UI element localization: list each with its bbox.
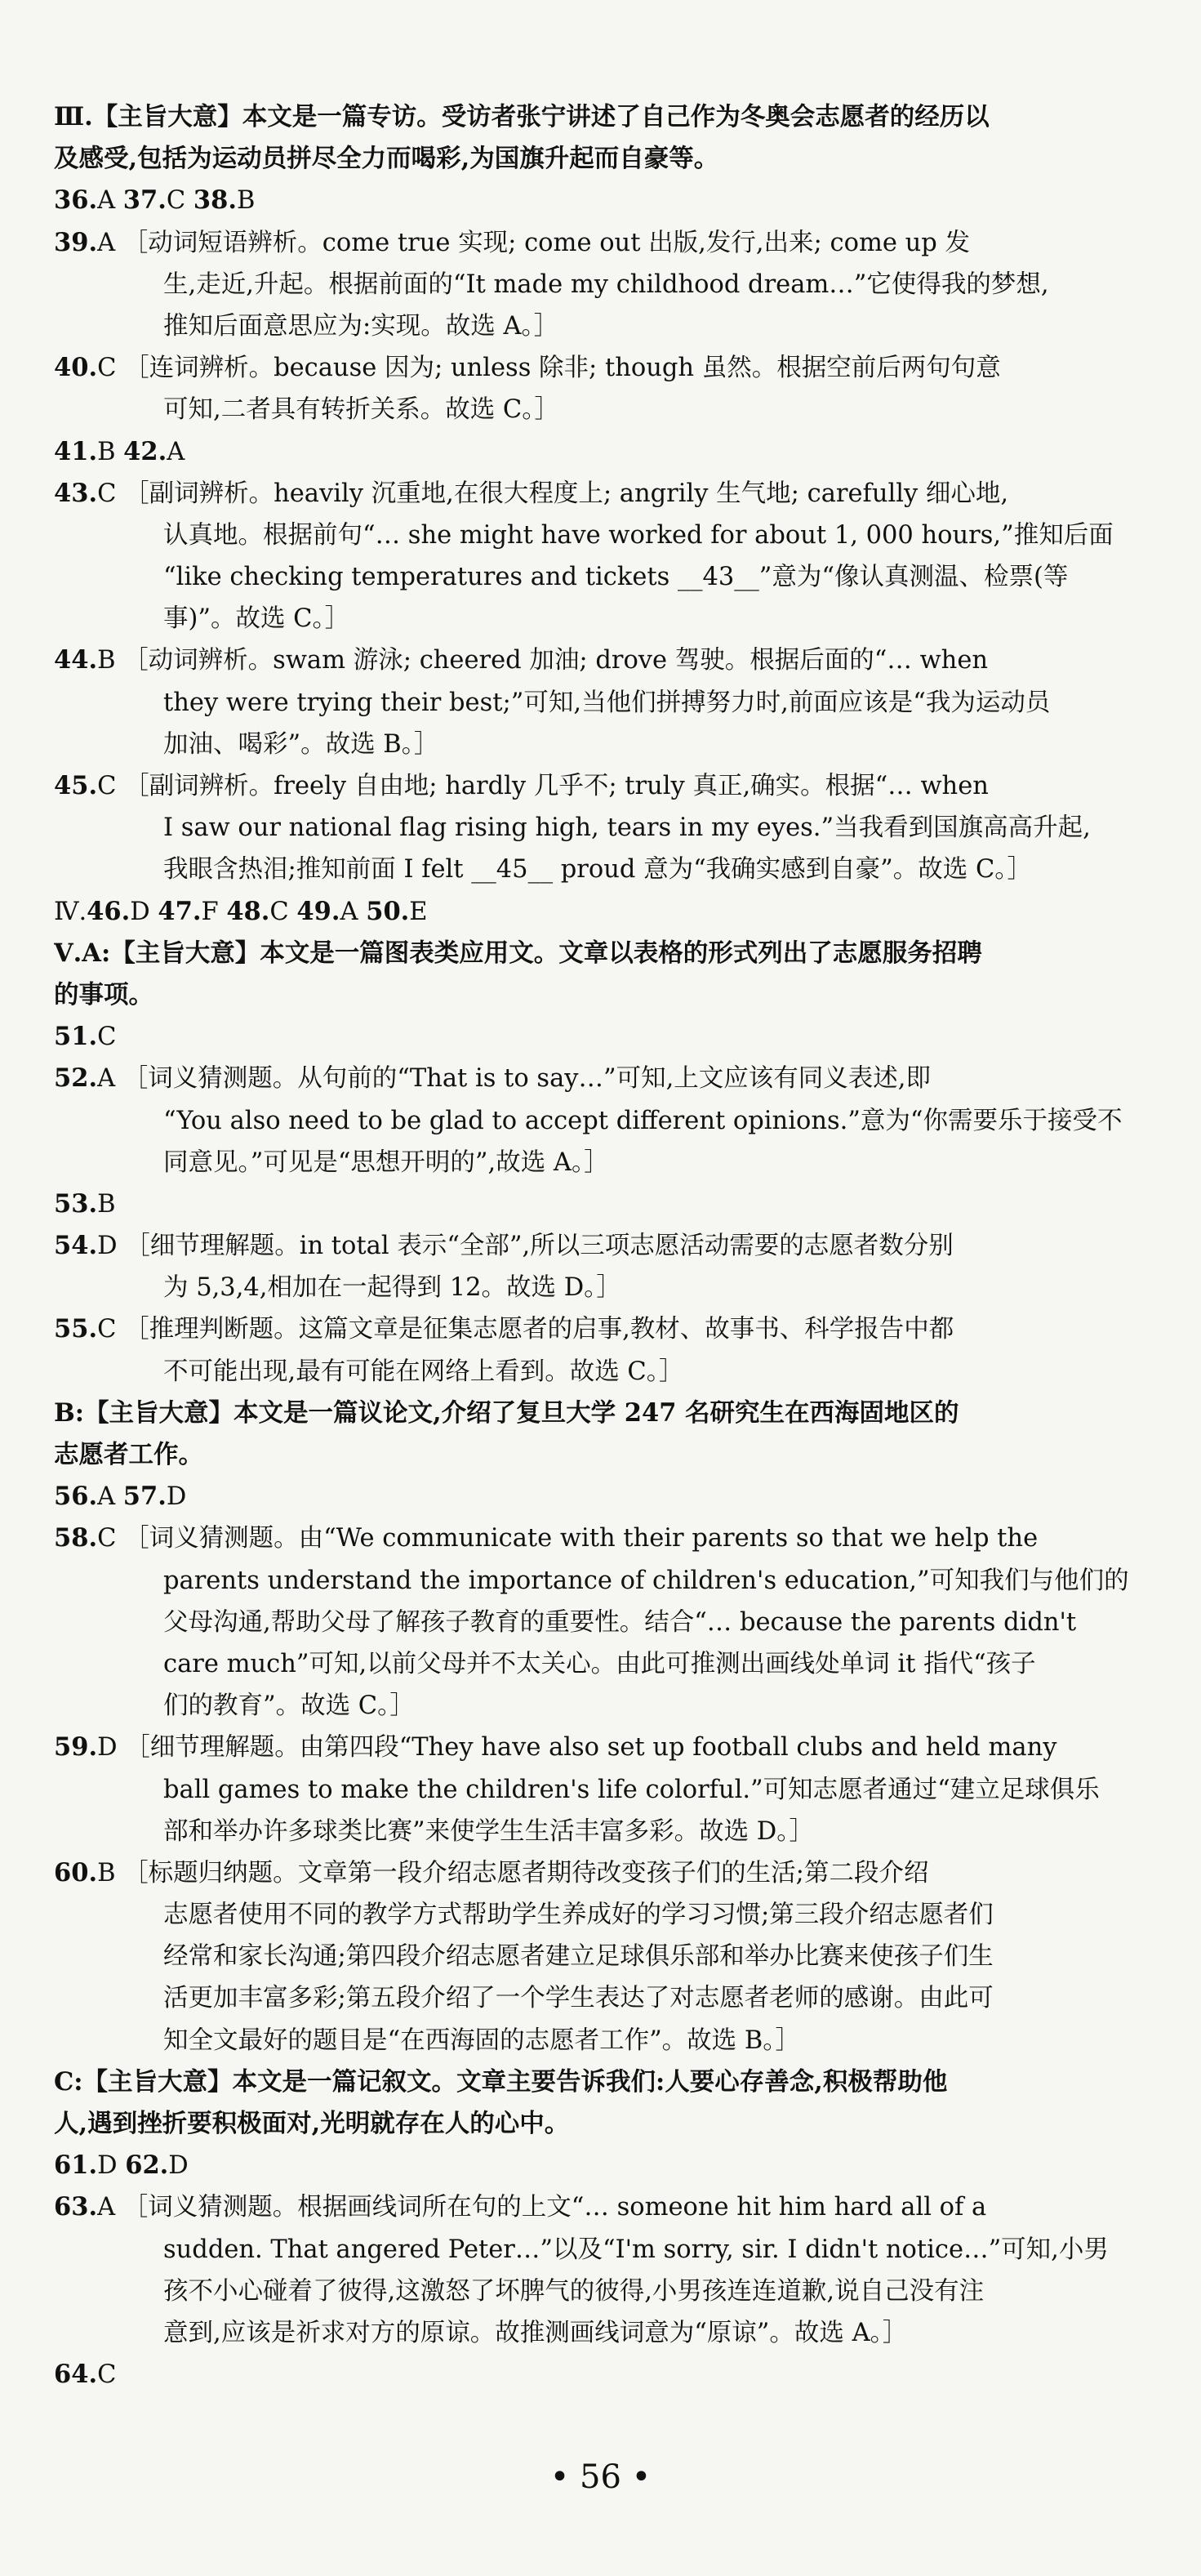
explanation-line: 志愿者使用不同的教学方式帮助学生养成好的学习习惯;第三段介绍志愿者们 (163, 1901, 994, 1930)
explanation-line: 部和举办许多球类比赛”来使学生生活丰富多彩。故选 D。］ (163, 1816, 814, 1846)
answer-line: 41.B 42.A (54, 436, 185, 466)
answer-line: 59.D ［细节理解题。由第四段“They have also set up football clubs and held many (54, 1732, 1057, 1763)
section-summary-line: Ⅲ.【主旨大意】本文是一篇专访。受访者张宁讲述了自己作为冬奥会志愿者的经历以 (54, 102, 990, 131)
section-summary-line: C:【主旨大意】本文是一篇记叙文。文章主要告诉我们:人要心存善念,积极帮助他 (54, 2066, 948, 2097)
explanation-line: 同意见。”可见是“思想开明的”,故选 A。］ (163, 1148, 609, 1177)
answer-line: 52.A ［词义猜测题。从句前的“That is to say…”可知,上文应该有同义表述,即 (54, 1063, 931, 1094)
answer-line: 45.C ［副词辨析。freely 自由地; hardly 几乎不; truly 真正,确实。根据“… when (54, 771, 989, 800)
section-summary-line: 人,遇到挫折要积极面对,光明就存在人的心中。 (54, 2109, 570, 2138)
section-summary-line: B:【主旨大意】本文是一篇议论文,介绍了复旦大学 247 名研究生在西海固地区的 (54, 1397, 959, 1428)
answer-line: 39.A ［动词短语辨析。come true 实现; come out 出版,发行,出来; come up 发 (54, 227, 970, 257)
explanation-line: 不可能出现,最有可能在网络上看到。故选 C。］ (163, 1357, 684, 1386)
explanation-line: 事)”。故选 C。］ (163, 604, 350, 634)
explanation-line: 推知后面意思应为:实现。故选 A。］ (163, 311, 559, 341)
explanation-line: I saw our national flag rising high, tears in my eyes.”当我看到国旗高高升起, (163, 813, 1091, 843)
explanation-line: 孩不小心碰着了彼得,这激怒了坏脾气的彼得,小男孩连连道歉,说自己没有注 (163, 2276, 985, 2306)
explanation-line: 们的教育”。故选 C。］ (163, 1691, 415, 1721)
answer-line: 55.C ［推理判断题。这篇文章是征集志愿者的启事,教材、故事书、科学报告中都 (54, 1314, 954, 1344)
answer-line: 43.C ［副词辨析。heavily 沉重地,在很大程度上; angrily 生气地; carefully 细心地, (54, 478, 1009, 508)
explanation-line: 经常和家长沟通;第四段介绍志愿者建立足球俱乐部和举办比赛来使孩子们生 (163, 1942, 994, 1972)
explanation-line: parents understand the importance of children's education,”可知我们与他们的 (163, 1566, 1129, 1595)
answer-line: 60.B ［标题归纳题。文章第一段介绍志愿者期待改变孩子们的生活;第二段介绍 (54, 1857, 929, 1887)
explanation-line: 可知,二者具有转折关系。故选 C。］ (163, 395, 559, 425)
explanation-line: 知全文最好的题目是“在西海固的志愿者工作”。故选 B。］ (163, 2026, 801, 2055)
explanation-line: 活更加丰富多彩;第五段介绍了一个学生表达了对志愿者老师的感谢。由此可 (163, 1984, 994, 2013)
answer-line: 63.A ［词义猜测题。根据画线词所在句的上文“… someone hit him hard all of a (54, 2192, 987, 2222)
answer-line: 56.A 57.D (54, 1482, 187, 1512)
section-summary-line: 志愿者工作。 (54, 1440, 203, 1469)
answer-line: 61.D 62.D (54, 2150, 189, 2181)
explanation-line: 意到,应该是祈求对方的原谅。故推测画线词意为“原谅”。故选 A。］ (163, 2318, 908, 2347)
explanation-line: 为 5,3,4,相加在一起得到 12。故选 D。］ (163, 1273, 621, 1303)
explanation-line: sudden. That angered Peter…”以及“I'm sorry, sir. I didn't notice…”可知,小男 (163, 2235, 1109, 2264)
answer-line: 51.C (54, 1022, 117, 1052)
explanation-line: 生,走近,升起。根据前面的“It made my childhood dream…”它使得我的梦想, (163, 270, 1049, 299)
answer-line: Ⅳ.46.D 47.F 48.C 49.A 50.E (54, 896, 428, 926)
explanation-line: care much”可知,以前父母并不太关心。由此可推测出画线处单词 it 指代“孩子 (163, 1649, 1036, 1678)
answer-line: 58.C ［词义猜测题。由“We communicate with their parents so that we help the (54, 1523, 1039, 1553)
explanation-line: 加油、喝彩”。故选 B。］ (163, 729, 439, 759)
answer-line: 40.C ［连词辨析。because 因为; unless 除非; though 虽然。根据空前后两句句意 (54, 353, 1001, 383)
explanation-line: 我眼含热泪;推知前面 I felt __45__ proud 意为“我确实感到自豪”。故选 C。］ (163, 855, 1033, 885)
explanation-line: 认真地。根据前句“… she might have worked for about 1, 000 hours,”推知后面 (163, 520, 1114, 550)
page-number: • 56 • (549, 2458, 652, 2496)
answer-line: 64.C (54, 2360, 117, 2390)
section-summary-line: Ⅴ.A:【主旨大意】本文是一篇图表类应用文。文章以表格的形式列出了志愿服务招聘 (54, 938, 982, 968)
explanation-line: “like checking temperatures and tickets __43__”意为“像认真测温、检票(等 (163, 563, 1069, 592)
answer-line: 53.B (54, 1188, 116, 1219)
answer-line: 36.A 37.C 38.B (54, 185, 256, 216)
explanation-line: 父母沟通,帮助父母了解孩子教育的重要性。结合“… because the parents didn't (163, 1607, 1077, 1637)
section-summary-line: 及感受,包括为运动员拼尽全力而喝彩,为国旗升起而自豪等。 (54, 144, 719, 174)
answer-line: 44.B ［动词辨析。swam 游泳; cheered 加油; drove 驾驶。根据后面的“… when (54, 645, 989, 675)
section-summary-line: 的事项。 (54, 979, 153, 1009)
explanation-line: ball games to make the children's life colorful.”可知志愿者通过“建立足球俱乐 (163, 1775, 1100, 1804)
answer-line: 54.D ［细节理解题。in total 表示“全部”,所以三项志愿活动需要的志愿者数分别 (54, 1231, 954, 1261)
answer-content (54, 96, 1156, 2396)
explanation-line: they were trying their best;”可知,当他们拼搏努力时,前面应该是“我为运动员 (163, 688, 1051, 717)
explanation-line: “You also need to be glad to accept different opinions.”意为“你需要乐于接受不 (163, 1106, 1123, 1135)
